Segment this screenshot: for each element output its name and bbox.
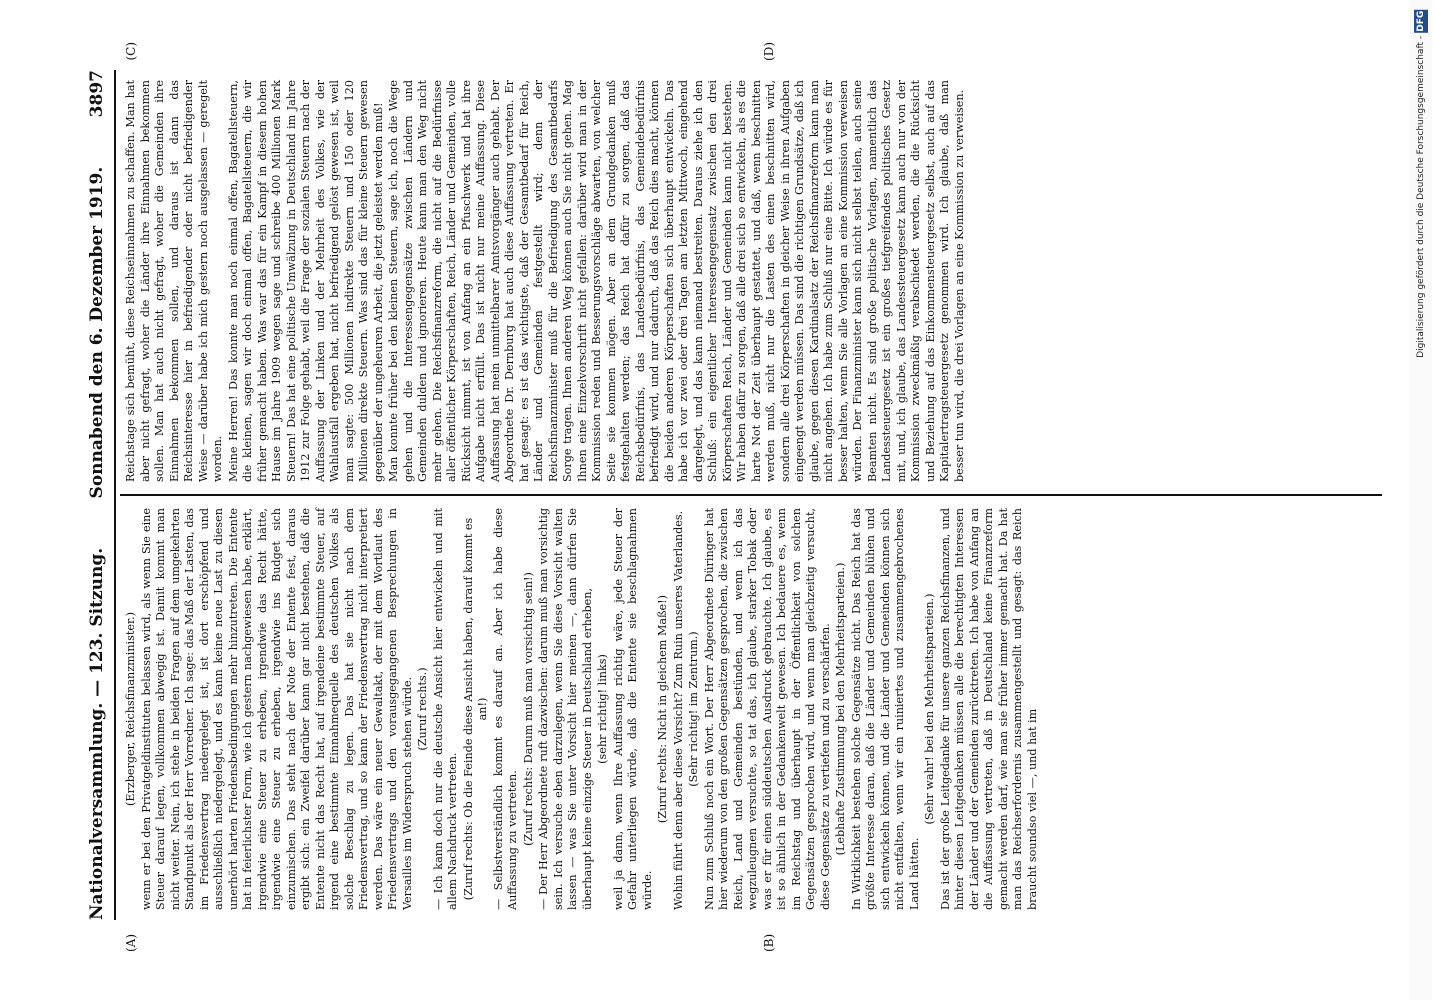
margin-letter-c: (C) bbox=[124, 42, 138, 61]
margin-letter-d: (D) bbox=[762, 42, 776, 61]
left-column-paragraph: wenn er bei den Privatgeldinstituten belassen wird, als wenn Sie eine Steuer darauf legen, vollkommen abwegig ist. Damit kommt man nicht weiter. Nein, ich stehe in beiden Fragen auf dem umgekehrten Standpunkt als der Herr Vorredner. Ich sage: das Maß der Lasten, das im Friedensvertrag niedergelegt ist, ist dort erschöpfend und ausschließlich niedergelegt, und es kann keine neue Last zu diesen unerhört harten Friedensbedingungen mehr hinzutreten. Die Entente hat in feierlichster Form, wie ich gestern nachgewiesen habe, erklärt, irgendwie eine Steuer zu erheben, irgendwie das Recht hätte, irgendwie eine Steuer zu erheben, irgendwie ins Budget sich einzumischen. Das steht nach der Note der Entente fest, daraus ergibt sich: ein Zweifel darüber kann gar nicht bestehen, daß die Entente nicht das Recht hat, auf irgendeine bestimmte Steuer, auf irgend eine bestimmte Einnahmequelle des deutschen Volkes als solche Beschlag zu legen. Das hat sie nicht nach dem Friedensvertrag, und so kann der Friedensvertrag nicht interpretiert werden. Das wäre ein neuer Gewaltakt, der mit dem Wortlaut des Friedensvertrags und den vorausgegangenen Besprechungen in Versailles im Widerspruch stehen würde. bbox=[139, 508, 414, 910]
left-column-paragraph: (sehr richtig! links) bbox=[596, 654, 609, 764]
left-column-paragraph: Das ist der große Leitgedanke für unsere ganzen Reichsfinanzen, und hinter diesen Leitgedanken müssen alle die berechtigten Interessen der Länder und der Gemeinden zurücktreten. Ich habe von Anfang an die Auffassung vertreten, daß in Deutschland keine Finanzreform gemacht werden darf, wie man sie früher immer gemacht hat. Da hat man das Reichserfordernis zusammengestellt und gesagt: das Reich braucht soundso viel —, und hat im bbox=[938, 508, 1039, 910]
left-column-paragraph: (Zuruf rechts.) bbox=[416, 667, 429, 751]
page-number: 3897 bbox=[87, 70, 107, 118]
left-column-paragraph: In Wirklichkeit bestehen solche Gegensätze nicht. Das Reich hat das größte Interesse daran, daß die Länder und Gemeinden blühen und sich entwickeln können, und die Länder und Gemeinden können sich nicht entfalten, wenn wir ein ruiniertes und zusammengebrochenes Land hätten. bbox=[849, 508, 921, 910]
dfg-logo: DFG bbox=[1416, 11, 1426, 33]
right-column-paragraph: Reichstage sich bemüht, diese Reichseinnahmen zu schaffen. Man hat aber nicht gefragt, woher die Länder ihre Einnahmen bekommen sollen. Man hat auch nicht gefragt, woher die Gemeinden ihre Einnahmen bekommen sollen, und daraus ist dann das Reichsinteresse hier in befriedigender oder nicht befriedigender Weise — darüber habe ich mich gestern noch ausgelassen — geregelt worden. bbox=[124, 80, 224, 482]
left-column-paragraph: (Zuruf rechts: Darum muß man vorsichtig sein!) bbox=[521, 572, 535, 846]
margin-letter-a: (A) bbox=[124, 933, 138, 952]
left-column bbox=[120, 498, 1382, 920]
column-divider bbox=[120, 494, 1382, 496]
right-column bbox=[120, 70, 1382, 492]
left-column-paragraph: (Sehr richtig! im Zentrum.) bbox=[687, 631, 700, 787]
left-column-paragraph: (Erzberger, Reichsfinanzminister.) bbox=[124, 611, 137, 807]
left-column-paragraph: — Selbstverständlich kommt es darauf an. Aber ich habe diese Auffassung zu vertreten. bbox=[491, 508, 519, 910]
header-center: Sonnabend den 6. Dezember 1919. bbox=[87, 166, 107, 499]
left-column-paragraph: Nun zum Schluß noch ein Wort. Der Herr Abgeordnete Düringer hat hier wiederum von den großen Gegensätzen gesprochen, die zwischen Reich, Land und Gemeinden bestünden, und wenn ich das wegzuleugnen versuchte, so tat das, ich glaube, starker Tobak oder was er für einen süddeutschen Ausdruck gebrauchte. Ich glaube, es ist so ähnlich in der Gedankenwelt gewesen. Ich bedauere es, wenn im Reichstag und überhaupt in der Öffentlichkeit von solchen Gegensätzen gesprochen wird, und wenn man gleichzeitig versucht, diese Gegensätze zu vertiefen und zu verschärfen. bbox=[702, 508, 832, 910]
header-rule bbox=[114, 70, 116, 920]
text-columns bbox=[120, 70, 1382, 920]
margin-letter-b: (B) bbox=[762, 933, 776, 952]
left-column-paragraph: (Sehr wahr! bei den Mehrheitsparteien.) bbox=[923, 593, 936, 825]
page-header bbox=[82, 70, 112, 920]
right-column-paragraph: Meine Herren! Das konnte man noch einmal offen, Bagatellsteuern, die kleinen, sagen wir doch einmal offen, Bagatellsteuern, die wir früher gemacht haben. Was war das für ein Kampf in diesem hohen Hause im Jahre 1909 wegen sage und schreibe 400 Millionen Mark Steuern! Das hat eine politische Umwälzung in Deutschland im Jahre 1912 zur Folge gehabt, weil die Frage der sozialen Steuern nach der Auffassung der Linken und der Mehrheit des Volkes, wie der Wahlausfall ergeben hat, nicht befriedigend gelöst gewesen ist, weil man sagte: 500 Millionen indirekte Steuern und 150 oder 120 Millionen direkte Steuern. Was sind das für kleine Steuern gewesen gegenüber der ungeheuren Arbeit, die jetzt geleistet werden muß! bbox=[226, 80, 385, 482]
rotated-page bbox=[72, 40, 1402, 960]
left-column-paragraph: weil ja dann, wenn Ihre Auffassung richtig wäre, jede Steuer der Gefahr unterliegen würde, daß die Entente sie beschlagnahmen würde. bbox=[611, 508, 654, 910]
right-column-paragraph: Man konnte früher bei den kleinen Steuern, sage ich, noch die Wege gehen und die Interessengegensätze zwischen Ländern und Gemeinden dulden und ignorieren. Heute kann man den Weg nicht mehr gehen. Die Reichsfinanzreform, die nicht auf die Bedürfnisse aller öffentlicher Körperschaften, Reich, Länder und Gemeinden, volle Rücksicht nimmt, ist von Anfang an ein Pfuschwerk und hat ihre Aufgabe nicht erfüllt. Das ist nicht nur meine Auffassung. Diese Auffassung hat mein unmittelbarer Amtsvorgänger auch gehabt. Der Abgeordnete Dr. Dernburg hat auch diese Auffassung vertreten. Er hat gesagt: es ist das wichtigste, daß der Gesamtbedarf für Reich, Länder und Gemeinden festgestellt wird; denn der Reichsfinanzminister muß für die Befriedigung des Gesamtbedarfs Sorge tragen. Ihnen anderen Weg können auch Sie nicht gehen. Mag Ihnen eine Einzelvorschrift nicht gefallen: darüber wird man in der Kommission reden und Besserungsvorschläge abwarten, von welcher Seite sie kommen mögen. Aber an dem Grundgedanken muß festgehalten werden; das Reich hat dafür zu sorgen, daß das Reichsbedürfnis, das Landesbedürfnis, das Gemeindebedürfnis befriedigt wird, und nur dadurch, daß das Reich dies macht, können die beiden anderen Körperschaften sich überhaupt entwickeln. Das habe ich vor zwei oder drei Tagen am letzten Mittwoch, eingehend dargelegt, und das kann niemand bestreiten. Daraus ziehe ich den Schluß: ein eigentlicher Interessengegensatz zwischen den drei Körperschaften Reich, Länder und Gemeinden kann nicht bestehen. Wir haben dafür zu sorgen, daß alle drei sich so entwickeln, als es die harte Not der Zeit überhaupt gestattet, und daß, wenn beschnitten werden muß, nicht nur die Lasten des einen beschnitten wird, sondern alle drei Körperschaften in gleicher Weise in ihren Aufgaben eingeengt werden müssen. Das sind die richtigen Grundsätze, daß ich glaube, gegen diesen Kardinalsatz der Reichsfinanzreform kann man nicht angehen. Ich habe zum Schluß nur eine Bitte. Ich würde es für besser halten, wenn Sie alle Vorlagen an eine Kommission verweisen würden. Der Finanzminister kann sich nicht selbst teilen, auch seine Beamten nicht. Es sind große politische Vorlagen, namentlich das Landessteuergesetz ist ein großes tiefgreifendes politisches Gesetz mit, und, ich glaube, das Landessteuergesetz kann auch nur von der Kommission zweckmäßig verabschiedet werden, die die Rücksicht und Beziehung auf das Einkommensteuergesetz selbst, auch auf das Kapitalertragsteuergesetz genommen wird. Ich glaube, daß man besser tun wird, die drei Vorlagen an eine Kommission zu verweisen. bbox=[387, 80, 966, 482]
left-column-paragraph: Wohin führt denn aber diese Vorsicht? Zum Ruin unseres Vaterlandes. bbox=[671, 510, 685, 910]
left-column-paragraph: (Zuruf rechts: Nicht in gleichem Maße!) bbox=[656, 594, 669, 824]
left-column-paragraph: — Ich kann doch nur die deutsche Ansicht hier entwickeln und mit allem Nachdruck vertreten. bbox=[431, 508, 459, 910]
left-column-paragraph: (Lebhafte Zustimmung bei den Mehrheitsparteien.) bbox=[834, 562, 847, 856]
header-left: Nationalversammlung. — 123. Sitzung. bbox=[87, 547, 107, 920]
credit-text: Digitalisierung gefördert durch die Deutsche Forschungsgemeinschaft - bbox=[1416, 35, 1426, 358]
left-column-paragraph: (Zuruf rechts: Ob die Feinde diese Ansicht haben, darauf kommt es an!) bbox=[461, 517, 489, 901]
digitization-credit bbox=[1410, 0, 1432, 1000]
left-column-paragraph: — Der Herr Abgeordnete ruft dazwischen: darum muß man vorsichtig sein. Ich versuche eben darzulegen, wenn Sie diese Vorsicht walten lassen — was Sie unter Vorsicht hier meinen —, dann dürfen Sie überhaupt keine einzige Steuer in Deutschland erheben, bbox=[537, 508, 594, 910]
